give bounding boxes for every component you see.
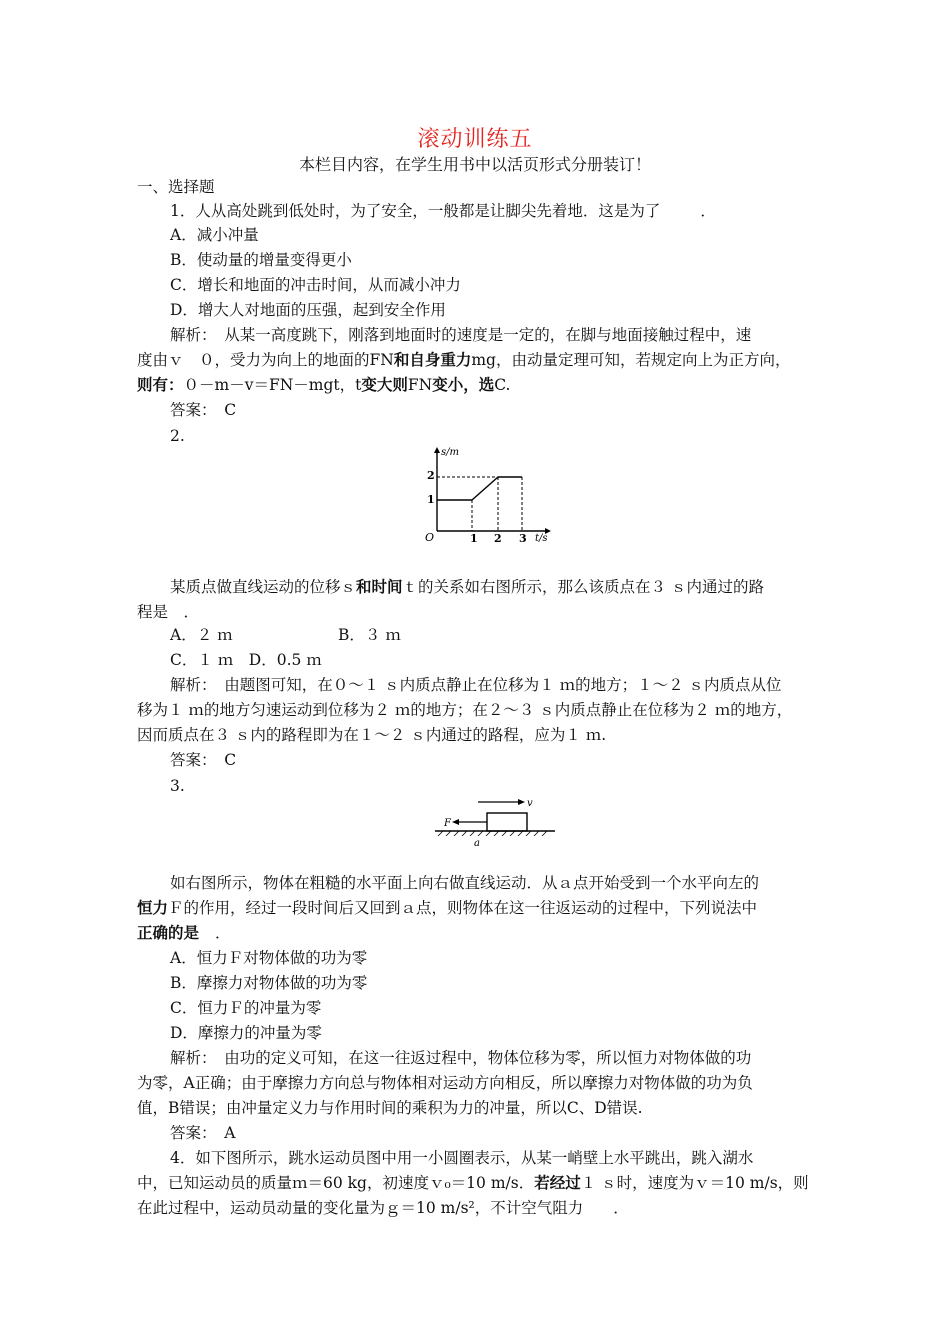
q3-analysis-line3: 值，B错误；由冲量定义力与作用时间的乘积为力的冲量，所以C、D错误. [137, 1099, 643, 1117]
q2-option-a: A．２ ｍ [170, 626, 233, 644]
velocity-label: v [527, 798, 533, 809]
q2-option-cd: C．１ ｍ D．0.5 ｍ [170, 651, 322, 669]
q3-stem-line1: 如右图所示，物体在粗糙的水平面上向右做直线运动．从ａ点开始受到一个水平向左的 [170, 874, 760, 892]
force-label: F [444, 818, 451, 829]
velocity-arrowhead [518, 799, 525, 805]
q1-stem: 1．人从高处跳到低处时，为了安全，一般都是让脚尖先着地．这是为了 ． [170, 202, 716, 220]
q2-analysis-line1: 解析： 由题图可知，在０～１ ｓ内质点静止在位移为１ ｍ的地方；１～２ ｓ内质点从位 [170, 676, 782, 694]
segment-motion [472, 477, 498, 500]
q2-analysis-line3: 因而质点在３ ｓ内的路程即为在１～２ ｓ内通过的路程，应为１ ｍ. [137, 726, 607, 744]
subtitle [0, 152, 950, 175]
y-axis-arrow [434, 447, 440, 453]
q3-analysis-line2: 为零，A正确；由于摩擦力方向总与物体相对运动方向相反，所以摩擦力对物体做的功为负 [137, 1074, 753, 1092]
q3-option-d: D．摩擦力的冲量为零 [170, 1024, 322, 1042]
q3-stem-line2: 恒力Ｆ的作用，经过一段时间后又回到ａ点，则物体在这一往返运动的过程中，下列说法中 [137, 898, 758, 917]
q1-option-a: A．减小冲量 [170, 226, 259, 244]
q1-analysis-line2: 度由ｖ ０，受力为向上的地面的FN和自身重力mg，由动量定理可知，若规定向上为正方向， [137, 350, 791, 369]
block [487, 813, 527, 831]
q3-block-diagram [430, 793, 560, 849]
q2-analysis-line2: 移为１ ｍ的地方匀速运动到位移为２ ｍ的地方；在２～３ ｓ内质点静止在位移为２ ｍ的地方， [137, 701, 793, 719]
q3-number: 3. [170, 777, 185, 795]
x-axis-label: t/s [535, 533, 548, 544]
q2-stem-line1: 某质点做直线运动的位移ｓ和时间ｔ的关系如右图所示，那么该质点在３ ｓ内通过的路 [170, 577, 764, 596]
subtitle-text: 本栏目内容，在学生用书中以活页形式分册装订！ [298, 155, 651, 174]
q2-number: 2. [170, 427, 185, 445]
q4-stem-line2: 中，已知运动员的质量ｍ＝60 kg，初速度ｖ₀＝10 m/s．若经过１ ｓ时，速度为ｖ＝10 m/s，则 [137, 1173, 809, 1192]
x-tick-1: 1 [470, 532, 478, 545]
y-tick-2: 2 [427, 469, 435, 482]
page-title: 滚动训练五 [417, 127, 533, 152]
q4-stem-line3: 在此过程中，运动员动量的变化量为ｇ＝10 m/s²，不计空气阻力 ． [137, 1199, 629, 1217]
q2-displacement-time-graph [425, 445, 555, 545]
q1-answer: 答案： C [170, 401, 237, 419]
x-tick-2: 2 [494, 532, 502, 545]
q1-analysis-line1: 解析： 从某一高度跳下，刚落到地面时的速度是一定的，在脚与地面接触过程中，速 [170, 326, 752, 344]
q1-option-b: B．使动量的增量变得更小 [170, 251, 352, 269]
q2-answer: 答案： C [170, 751, 237, 769]
q3-stem-line3: 正确的是 ． [137, 923, 231, 942]
point-a-label: a [474, 838, 480, 849]
x-tick-3: 3 [519, 532, 527, 545]
origin-label: O [425, 531, 435, 544]
q4-stem-line1: 4．如下图所示，跳水运动员图中用一小圆圈表示，从某一峭壁上水平跳出，跳入湖水 [170, 1149, 754, 1167]
q3-option-a: A．恒力Ｆ对物体做的功为零 [170, 949, 368, 967]
y-tick-1: 1 [427, 493, 435, 506]
y-axis-label: s/m [441, 447, 459, 458]
q1-analysis-line3: 则有：０－m－v＝FN－mgt，t变大则FN变小，选C. [137, 375, 511, 394]
force-arrowhead [452, 819, 459, 825]
q3-option-c: C．恒力Ｆ的冲量为零 [170, 999, 322, 1017]
section-heading: 一、选择题 [137, 178, 215, 196]
q3-analysis-line1: 解析： 由功的定义可知，在这一往返过程中，物体位移为零，所以恒力对物体做的功 [170, 1049, 752, 1067]
q1-option-c: C．增长和地面的冲击时间，从而减小冲力 [170, 276, 461, 294]
q3-answer: 答案： A [170, 1124, 236, 1142]
q1-option-d: D．增大人对地面的压强，起到安全作用 [170, 301, 446, 319]
q2-stem-line2: 程是 ． [137, 603, 200, 621]
q2-option-b: B．３ ｍ [338, 626, 401, 644]
q3-option-b: B．摩擦力对物体做的功为零 [170, 974, 368, 992]
